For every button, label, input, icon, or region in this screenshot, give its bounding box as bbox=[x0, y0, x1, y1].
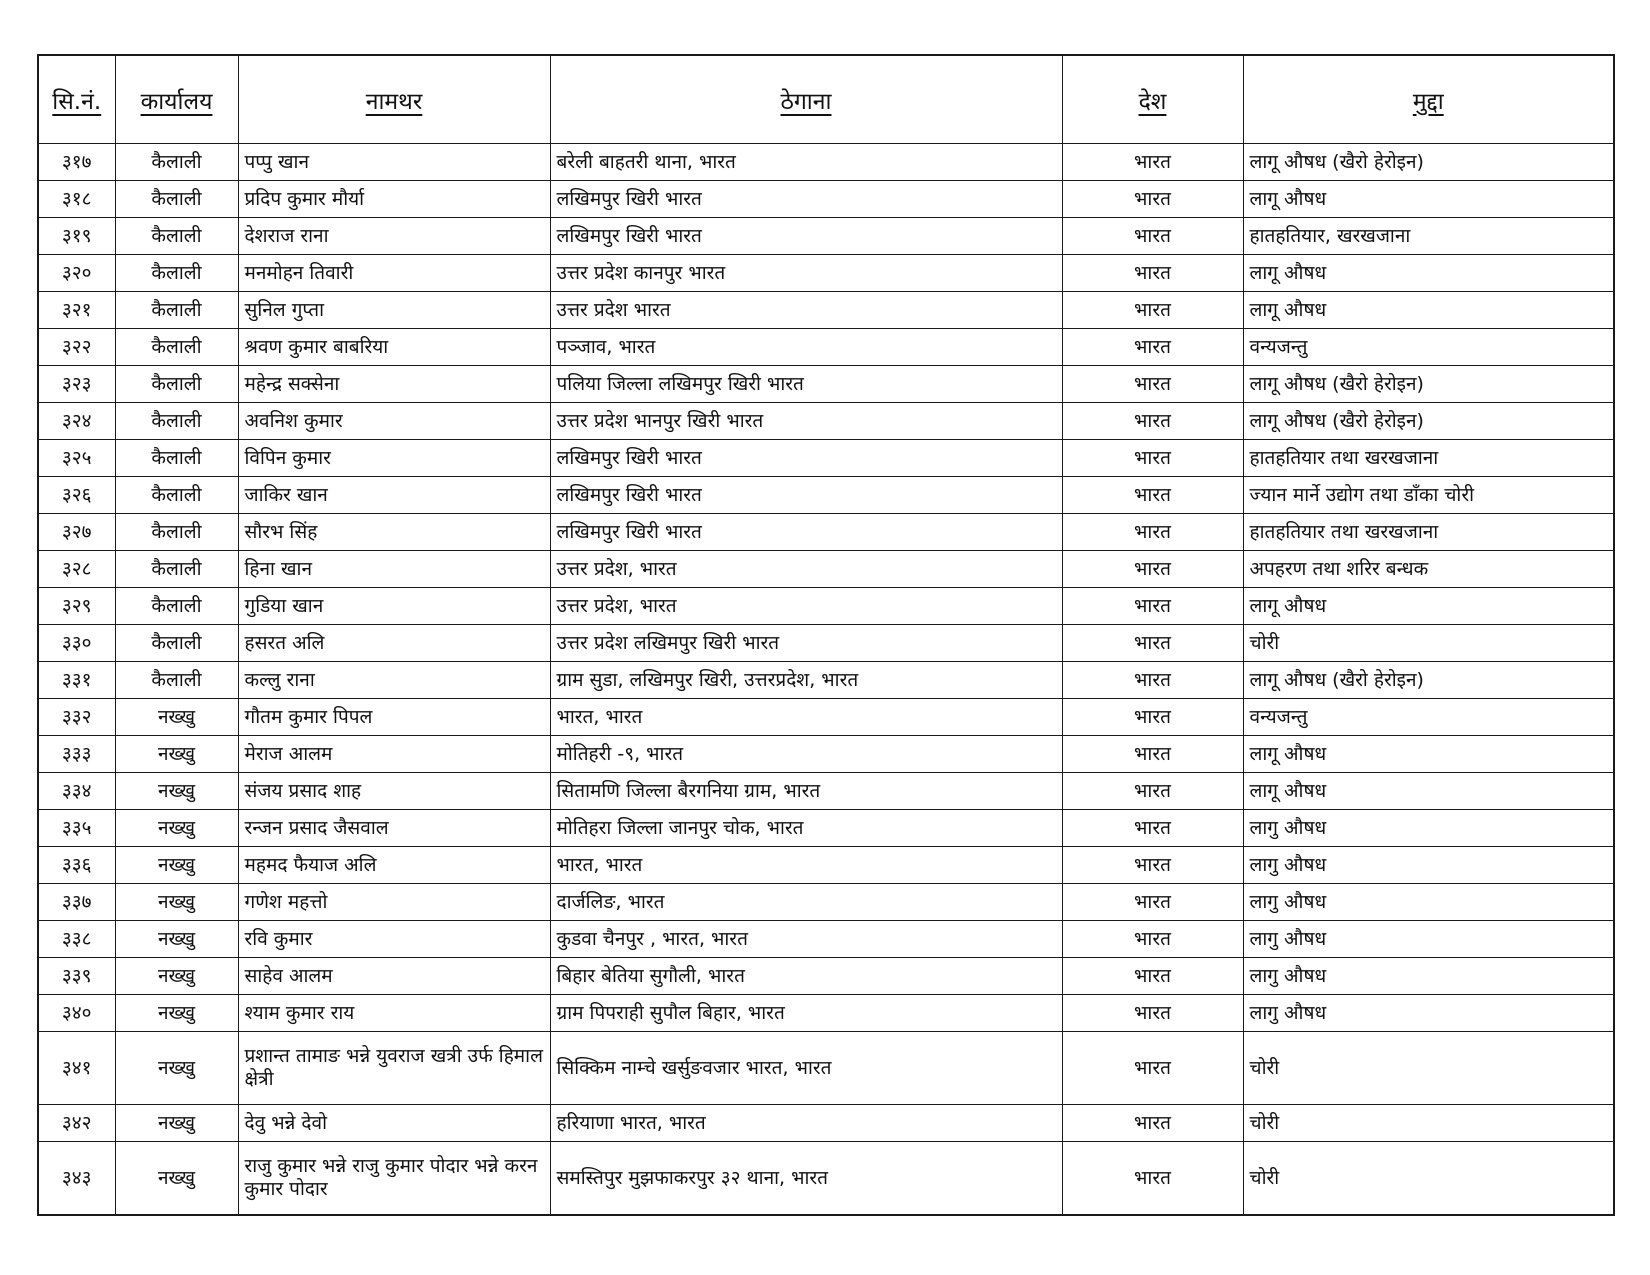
cell-address: भारत, भारत bbox=[550, 847, 1062, 884]
cell-name: गणेश महत्तो bbox=[238, 884, 550, 921]
cell-office: नख्खु bbox=[115, 810, 238, 847]
cell-serial-number: ३३३ bbox=[38, 736, 115, 773]
cell-serial-number: ३३१ bbox=[38, 662, 115, 699]
cell-address: लखिमपुर खिरी भारत bbox=[550, 181, 1062, 218]
cell-country: भारत bbox=[1062, 218, 1243, 255]
cell-office: नख्खु bbox=[115, 773, 238, 810]
header-address: ठेगाना bbox=[550, 55, 1062, 144]
cell-name: कल्लु राना bbox=[238, 662, 550, 699]
cell-address: भारत, भारत bbox=[550, 699, 1062, 736]
cell-case: लागू औषध bbox=[1243, 292, 1614, 329]
cell-name: रवि कुमार bbox=[238, 921, 550, 958]
cell-serial-number: ३२८ bbox=[38, 551, 115, 588]
table-row bbox=[38, 366, 1614, 403]
cell-case: लागू औषध bbox=[1243, 736, 1614, 773]
table-row bbox=[38, 847, 1614, 884]
cell-case: लागू औषध bbox=[1243, 255, 1614, 292]
cell-country: भारत bbox=[1062, 625, 1243, 662]
cell-serial-number: ३२७ bbox=[38, 514, 115, 551]
cell-case: ज्यान मार्ने उद्योग तथा डाँका चोरी bbox=[1243, 477, 1614, 514]
cell-office: कैलाली bbox=[115, 625, 238, 662]
cell-serial-number: ३२५ bbox=[38, 440, 115, 477]
cell-name: हसरत अलि bbox=[238, 625, 550, 662]
cell-address: पञ्जाव, भारत bbox=[550, 329, 1062, 366]
table-row bbox=[38, 255, 1614, 292]
table-row bbox=[38, 477, 1614, 514]
cell-country: भारत bbox=[1062, 588, 1243, 625]
cell-country: भारत bbox=[1062, 699, 1243, 736]
table-row bbox=[38, 144, 1614, 181]
cell-address: सिक्किम नाम्चे खर्सुङवजार भारत, भारत bbox=[550, 1032, 1062, 1105]
cell-serial-number: ३२३ bbox=[38, 366, 115, 403]
cell-name: श्याम कुमार राय bbox=[238, 995, 550, 1032]
table-row bbox=[38, 1142, 1614, 1216]
cell-office: नख्खु bbox=[115, 1032, 238, 1105]
cell-country: भारत bbox=[1062, 921, 1243, 958]
table-row bbox=[38, 218, 1614, 255]
cell-country: भारत bbox=[1062, 514, 1243, 551]
cell-country: भारत bbox=[1062, 662, 1243, 699]
cell-name: सुनिल गुप्ता bbox=[238, 292, 550, 329]
table-row bbox=[38, 662, 1614, 699]
cell-country: भारत bbox=[1062, 329, 1243, 366]
table-row bbox=[38, 884, 1614, 921]
cell-name: प्रशान्त तामाङ भन्ने युवराज खत्री उर्फ हिमाल क्षेत्री bbox=[238, 1032, 550, 1105]
cell-serial-number: ३२४ bbox=[38, 403, 115, 440]
cell-name: जाकिर खान bbox=[238, 477, 550, 514]
cell-address: उत्तर प्रदेश भारत bbox=[550, 292, 1062, 329]
cell-serial-number: ३१७ bbox=[38, 144, 115, 181]
cell-country: भारत bbox=[1062, 181, 1243, 218]
table-row bbox=[38, 440, 1614, 477]
cell-address: उत्तर प्रदेश भानपुर खिरी भारत bbox=[550, 403, 1062, 440]
cell-address: मोतिहरी -९, भारत bbox=[550, 736, 1062, 773]
table-row bbox=[38, 588, 1614, 625]
cell-name: मेराज आलम bbox=[238, 736, 550, 773]
cell-name: गुडिया खान bbox=[238, 588, 550, 625]
cell-serial-number: ३३९ bbox=[38, 958, 115, 995]
cell-case: अपहरण तथा शरिर बन्धक bbox=[1243, 551, 1614, 588]
cell-address: लखिमपुर खिरी भारत bbox=[550, 477, 1062, 514]
cell-address: बिहार बेतिया सुगौली, भारत bbox=[550, 958, 1062, 995]
cell-country: भारत bbox=[1062, 440, 1243, 477]
cell-address: लखिमपुर खिरी भारत bbox=[550, 218, 1062, 255]
table-row bbox=[38, 292, 1614, 329]
cell-office: कैलाली bbox=[115, 292, 238, 329]
cell-address: ग्राम सुडा, लखिमपुर खिरी, उत्तरप्रदेश, भारत bbox=[550, 662, 1062, 699]
cell-case: लागु औषध bbox=[1243, 995, 1614, 1032]
cell-office: कैलाली bbox=[115, 329, 238, 366]
cell-country: भारत bbox=[1062, 847, 1243, 884]
cell-office: कैलाली bbox=[115, 551, 238, 588]
table-row bbox=[38, 995, 1614, 1032]
cell-country: भारत bbox=[1062, 1032, 1243, 1105]
cell-case: हातहतियार तथा खरखजाना bbox=[1243, 514, 1614, 551]
cell-name: देशराज राना bbox=[238, 218, 550, 255]
cell-office: कैलाली bbox=[115, 218, 238, 255]
table-row bbox=[38, 958, 1614, 995]
records-table bbox=[37, 54, 1615, 1216]
cell-name: सौरभ सिंह bbox=[238, 514, 550, 551]
cell-name: गौतम कुमार पिपल bbox=[238, 699, 550, 736]
cell-office: कैलाली bbox=[115, 181, 238, 218]
cell-name: श्रवण कुमार बाबरिया bbox=[238, 329, 550, 366]
cell-country: भारत bbox=[1062, 1105, 1243, 1142]
cell-name: हिना खान bbox=[238, 551, 550, 588]
cell-case: लागु औषध bbox=[1243, 958, 1614, 995]
cell-name: विपिन कुमार bbox=[238, 440, 550, 477]
cell-address: लखिमपुर खिरी भारत bbox=[550, 440, 1062, 477]
cell-office: नख्खु bbox=[115, 958, 238, 995]
cell-case: लागू औषध bbox=[1243, 773, 1614, 810]
cell-address: बरेली बाहतरी थाना, भारत bbox=[550, 144, 1062, 181]
cell-country: भारत bbox=[1062, 144, 1243, 181]
cell-serial-number: ३४२ bbox=[38, 1105, 115, 1142]
cell-office: कैलाली bbox=[115, 403, 238, 440]
cell-name: रन्जन प्रसाद जैसवाल bbox=[238, 810, 550, 847]
cell-name: प्रदिप कुमार मौर्या bbox=[238, 181, 550, 218]
cell-serial-number: ३३० bbox=[38, 625, 115, 662]
cell-name: महेन्द्र सक्सेना bbox=[238, 366, 550, 403]
cell-address: उत्तर प्रदेश लखिमपुर खिरी भारत bbox=[550, 625, 1062, 662]
cell-address: मोतिहरा जिल्ला जानपुर चोक, भारत bbox=[550, 810, 1062, 847]
cell-serial-number: ३३२ bbox=[38, 699, 115, 736]
cell-serial-number: ३४१ bbox=[38, 1032, 115, 1105]
cell-case: चोरी bbox=[1243, 1032, 1614, 1105]
cell-address: लखिमपुर खिरी भारत bbox=[550, 514, 1062, 551]
cell-office: कैलाली bbox=[115, 477, 238, 514]
cell-address: उत्तर प्रदेश कानपुर भारत bbox=[550, 255, 1062, 292]
table-row bbox=[38, 403, 1614, 440]
table-row bbox=[38, 514, 1614, 551]
cell-address: उत्तर प्रदेश, भारत bbox=[550, 551, 1062, 588]
cell-case: लागु औषध bbox=[1243, 921, 1614, 958]
cell-office: नख्खु bbox=[115, 736, 238, 773]
cell-office: नख्खु bbox=[115, 921, 238, 958]
cell-country: भारत bbox=[1062, 551, 1243, 588]
cell-office: नख्खु bbox=[115, 884, 238, 921]
cell-case: लागू औषध (खैरो हेरोइन) bbox=[1243, 662, 1614, 699]
cell-name: पप्पु खान bbox=[238, 144, 550, 181]
cell-serial-number: ३१९ bbox=[38, 218, 115, 255]
table-row bbox=[38, 551, 1614, 588]
cell-name: अवनिश कुमार bbox=[238, 403, 550, 440]
cell-country: भारत bbox=[1062, 255, 1243, 292]
cell-office: कैलाली bbox=[115, 366, 238, 403]
cell-address: कुडवा चैनपुर , भारत, भारत bbox=[550, 921, 1062, 958]
cell-office: कैलाली bbox=[115, 662, 238, 699]
cell-address: हरियाणा भारत, भारत bbox=[550, 1105, 1062, 1142]
cell-name: राजु कुमार भन्ने राजु कुमार पोदार भन्ने करन कुमार पोदार bbox=[238, 1142, 550, 1216]
cell-office: नख्खु bbox=[115, 847, 238, 884]
cell-country: भारत bbox=[1062, 995, 1243, 1032]
cell-case: लागू औषध bbox=[1243, 588, 1614, 625]
cell-case: हातहतियार, खरखजाना bbox=[1243, 218, 1614, 255]
table-row bbox=[38, 625, 1614, 662]
cell-serial-number: ३४० bbox=[38, 995, 115, 1032]
cell-office: कैलाली bbox=[115, 588, 238, 625]
cell-name: साहेव आलम bbox=[238, 958, 550, 995]
table-row bbox=[38, 329, 1614, 366]
cell-country: भारत bbox=[1062, 403, 1243, 440]
cell-case: लागु औषध bbox=[1243, 884, 1614, 921]
cell-serial-number: ३२१ bbox=[38, 292, 115, 329]
cell-case: चोरी bbox=[1243, 1142, 1614, 1216]
cell-case: लागु औषध bbox=[1243, 810, 1614, 847]
table-row bbox=[38, 810, 1614, 847]
header-case: मुद्दा bbox=[1243, 55, 1614, 144]
table-body bbox=[38, 144, 1614, 1216]
cell-office: कैलाली bbox=[115, 514, 238, 551]
cell-case: वन्यजन्तु bbox=[1243, 329, 1614, 366]
cell-name: मनमोहन तिवारी bbox=[238, 255, 550, 292]
cell-office: कैलाली bbox=[115, 144, 238, 181]
cell-serial-number: ३४३ bbox=[38, 1142, 115, 1216]
cell-case: चोरी bbox=[1243, 625, 1614, 662]
table-row bbox=[38, 181, 1614, 218]
cell-address: पलिया जिल्ला लखिमपुर खिरी भारत bbox=[550, 366, 1062, 403]
cell-address: समस्तिपुर मुझफाकरपुर ३२ थाना, भारत bbox=[550, 1142, 1062, 1216]
table-row bbox=[38, 736, 1614, 773]
table-row bbox=[38, 1105, 1614, 1142]
cell-serial-number: ३१८ bbox=[38, 181, 115, 218]
cell-serial-number: ३२० bbox=[38, 255, 115, 292]
cell-case: हातहतियार तथा खरखजाना bbox=[1243, 440, 1614, 477]
cell-case: लागू औषध (खैरो हेरोइन) bbox=[1243, 366, 1614, 403]
cell-country: भारत bbox=[1062, 366, 1243, 403]
cell-case: लागू औषध bbox=[1243, 181, 1614, 218]
cell-name: महमद फैयाज अलि bbox=[238, 847, 550, 884]
cell-office: नख्खु bbox=[115, 699, 238, 736]
cell-case: लागु औषध bbox=[1243, 847, 1614, 884]
table-row bbox=[38, 699, 1614, 736]
cell-country: भारत bbox=[1062, 736, 1243, 773]
header-row bbox=[38, 55, 1614, 144]
cell-office: नख्खु bbox=[115, 1105, 238, 1142]
cell-country: भारत bbox=[1062, 958, 1243, 995]
cell-country: भारत bbox=[1062, 477, 1243, 514]
table-row bbox=[38, 1032, 1614, 1105]
cell-serial-number: ३२९ bbox=[38, 588, 115, 625]
cell-case: लागू औषध (खैरो हेरोइन) bbox=[1243, 403, 1614, 440]
cell-office: कैलाली bbox=[115, 255, 238, 292]
cell-serial-number: ३३५ bbox=[38, 810, 115, 847]
cell-serial-number: ३२६ bbox=[38, 477, 115, 514]
cell-case: वन्यजन्तु bbox=[1243, 699, 1614, 736]
cell-name: देवु भन्ने देवो bbox=[238, 1105, 550, 1142]
table-header bbox=[38, 55, 1614, 144]
cell-address: सितामणि जिल्ला बैरगनिया ग्राम, भारत bbox=[550, 773, 1062, 810]
cell-country: भारत bbox=[1062, 1142, 1243, 1216]
cell-name: संजय प्रसाद शाह bbox=[238, 773, 550, 810]
cell-office: नख्खु bbox=[115, 995, 238, 1032]
cell-office: नख्खु bbox=[115, 1142, 238, 1216]
cell-case: लागू औषध (खैरो हेरोइन) bbox=[1243, 144, 1614, 181]
cell-serial-number: ३२२ bbox=[38, 329, 115, 366]
cell-country: भारत bbox=[1062, 292, 1243, 329]
table-row bbox=[38, 773, 1614, 810]
header-country: देश bbox=[1062, 55, 1243, 144]
cell-serial-number: ३३८ bbox=[38, 921, 115, 958]
table-row bbox=[38, 921, 1614, 958]
header-office: कार्यालय bbox=[115, 55, 238, 144]
cell-serial-number: ३३६ bbox=[38, 847, 115, 884]
cell-country: भारत bbox=[1062, 773, 1243, 810]
cell-address: दार्जलिङ, भारत bbox=[550, 884, 1062, 921]
cell-office: कैलाली bbox=[115, 440, 238, 477]
cell-country: भारत bbox=[1062, 884, 1243, 921]
header-name: नामथर bbox=[238, 55, 550, 144]
cell-serial-number: ३३७ bbox=[38, 884, 115, 921]
cell-country: भारत bbox=[1062, 810, 1243, 847]
cell-address: उत्तर प्रदेश, भारत bbox=[550, 588, 1062, 625]
cell-address: ग्राम पिपराही सुपौल बिहार, भारत bbox=[550, 995, 1062, 1032]
cell-case: चोरी bbox=[1243, 1105, 1614, 1142]
cell-serial-number: ३३४ bbox=[38, 773, 115, 810]
header-serial-number: सि.नं. bbox=[38, 55, 115, 144]
